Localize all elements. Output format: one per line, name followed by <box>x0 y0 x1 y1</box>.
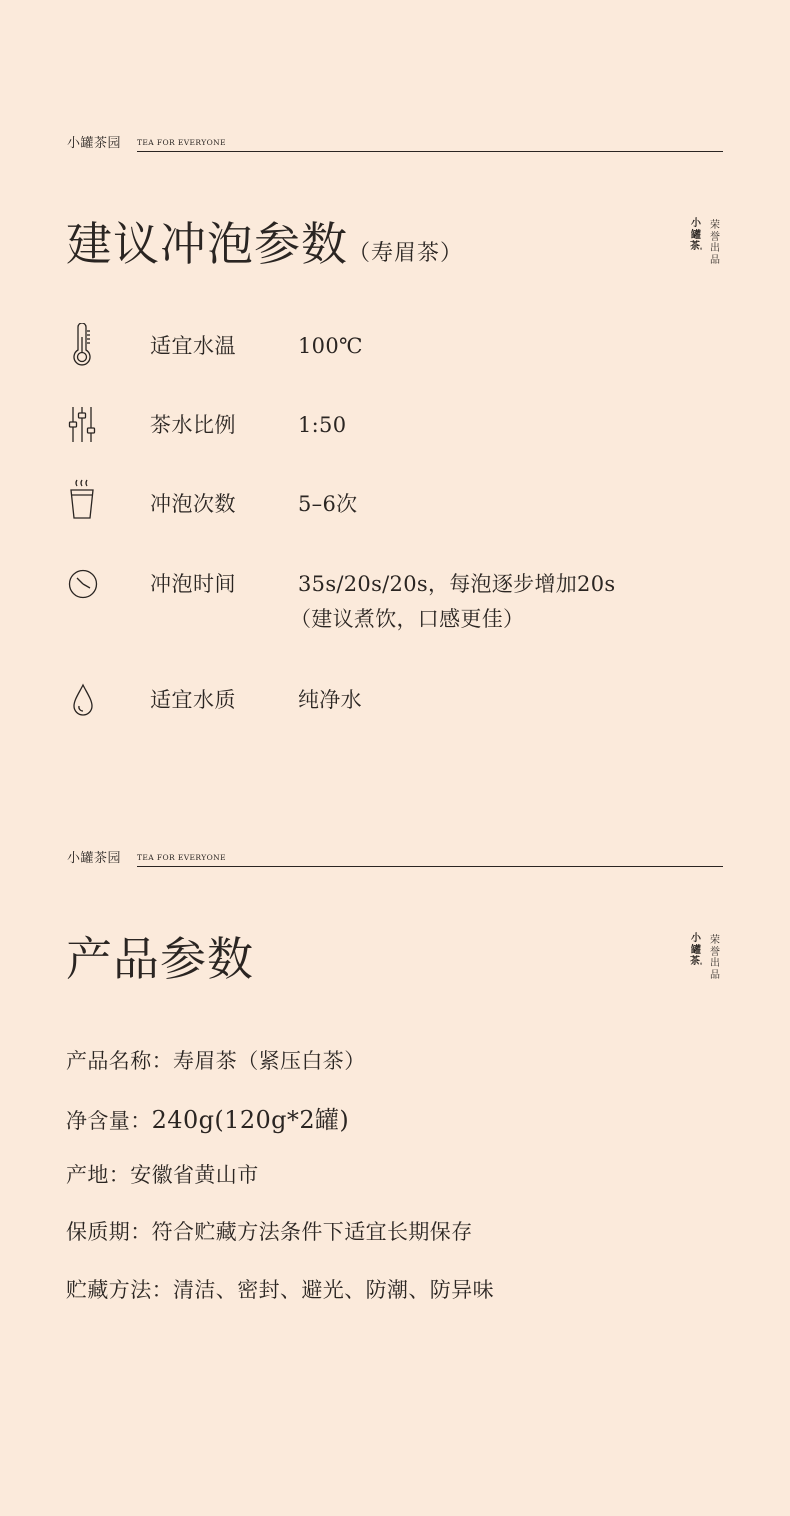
param-label: 净含量： <box>66 1109 152 1133</box>
product-param-shelf-life <box>66 1217 473 1247</box>
param-value: 寿眉茶（紧压白茶） <box>173 1049 366 1073</box>
brand-header <box>67 136 723 156</box>
param-label: 保质期： <box>66 1220 152 1244</box>
brand-tagline: TEA FOR EVERYONE <box>137 853 226 862</box>
product-param-origin <box>66 1160 259 1190</box>
brand-header <box>67 851 723 871</box>
brand-tagline: TEA FOR EVERYONE <box>137 138 226 147</box>
param-label: 适宜水质 <box>150 688 236 712</box>
product-section <box>0 780 790 1516</box>
param-value: 清洁、密封、避光、防潮、防异味 <box>173 1278 494 1302</box>
thermometer-icon <box>66 323 100 369</box>
brewing-subtitle: （寿眉茶） <box>348 241 464 266</box>
seal-honor: 荣 誉 出 品 <box>710 935 720 981</box>
brewing-title-text: 建议冲泡参数 <box>66 217 348 271</box>
param-label: 茶水比例 <box>150 413 236 437</box>
seal-logo <box>690 933 726 993</box>
param-value: 240g(120g*2罐) <box>151 1106 350 1134</box>
seal-brand: 小 罐 茶。 <box>690 218 707 252</box>
param-label: 适宜水温 <box>150 334 236 358</box>
param-value: 符合贮藏方法条件下适宜长期保存 <box>151 1220 473 1244</box>
product-param-weight <box>66 1105 349 1136</box>
product-title: 产品参数 <box>66 932 254 986</box>
brand-name: 小罐茶园 <box>67 136 122 151</box>
param-value: 1:50 <box>298 413 347 437</box>
param-value: 5–6次 <box>298 492 358 516</box>
seal-logo <box>690 218 726 278</box>
product-param-storage <box>66 1275 494 1305</box>
seal-honor: 荣 誉 出 品 <box>710 220 720 266</box>
brewing-title <box>66 216 463 282</box>
steaming-cup-icon <box>66 477 100 523</box>
param-note: （建议煮饮，口感更佳） <box>290 607 525 631</box>
header-divider <box>137 866 723 867</box>
param-label: 产地： <box>66 1163 131 1187</box>
header-divider <box>137 151 723 152</box>
param-value: 安徽省黄山市 <box>130 1163 259 1187</box>
clock-icon <box>66 568 100 614</box>
brand-name: 小罐茶园 <box>67 851 122 866</box>
param-label: 产品名称： <box>66 1049 173 1073</box>
param-label: 冲泡次数 <box>150 492 236 516</box>
param-value: 100℃ <box>298 334 363 358</box>
param-value: 35s/20s/20s，每泡逐步增加20s <box>298 572 616 596</box>
param-label: 贮藏方法： <box>66 1278 173 1302</box>
param-label: 冲泡时间 <box>150 572 236 596</box>
water-drop-icon <box>66 681 100 727</box>
product-param-name <box>66 1046 366 1076</box>
param-value: 纯净水 <box>298 688 362 712</box>
sliders-icon <box>66 404 100 450</box>
seal-brand: 小 罐 茶。 <box>690 933 707 967</box>
